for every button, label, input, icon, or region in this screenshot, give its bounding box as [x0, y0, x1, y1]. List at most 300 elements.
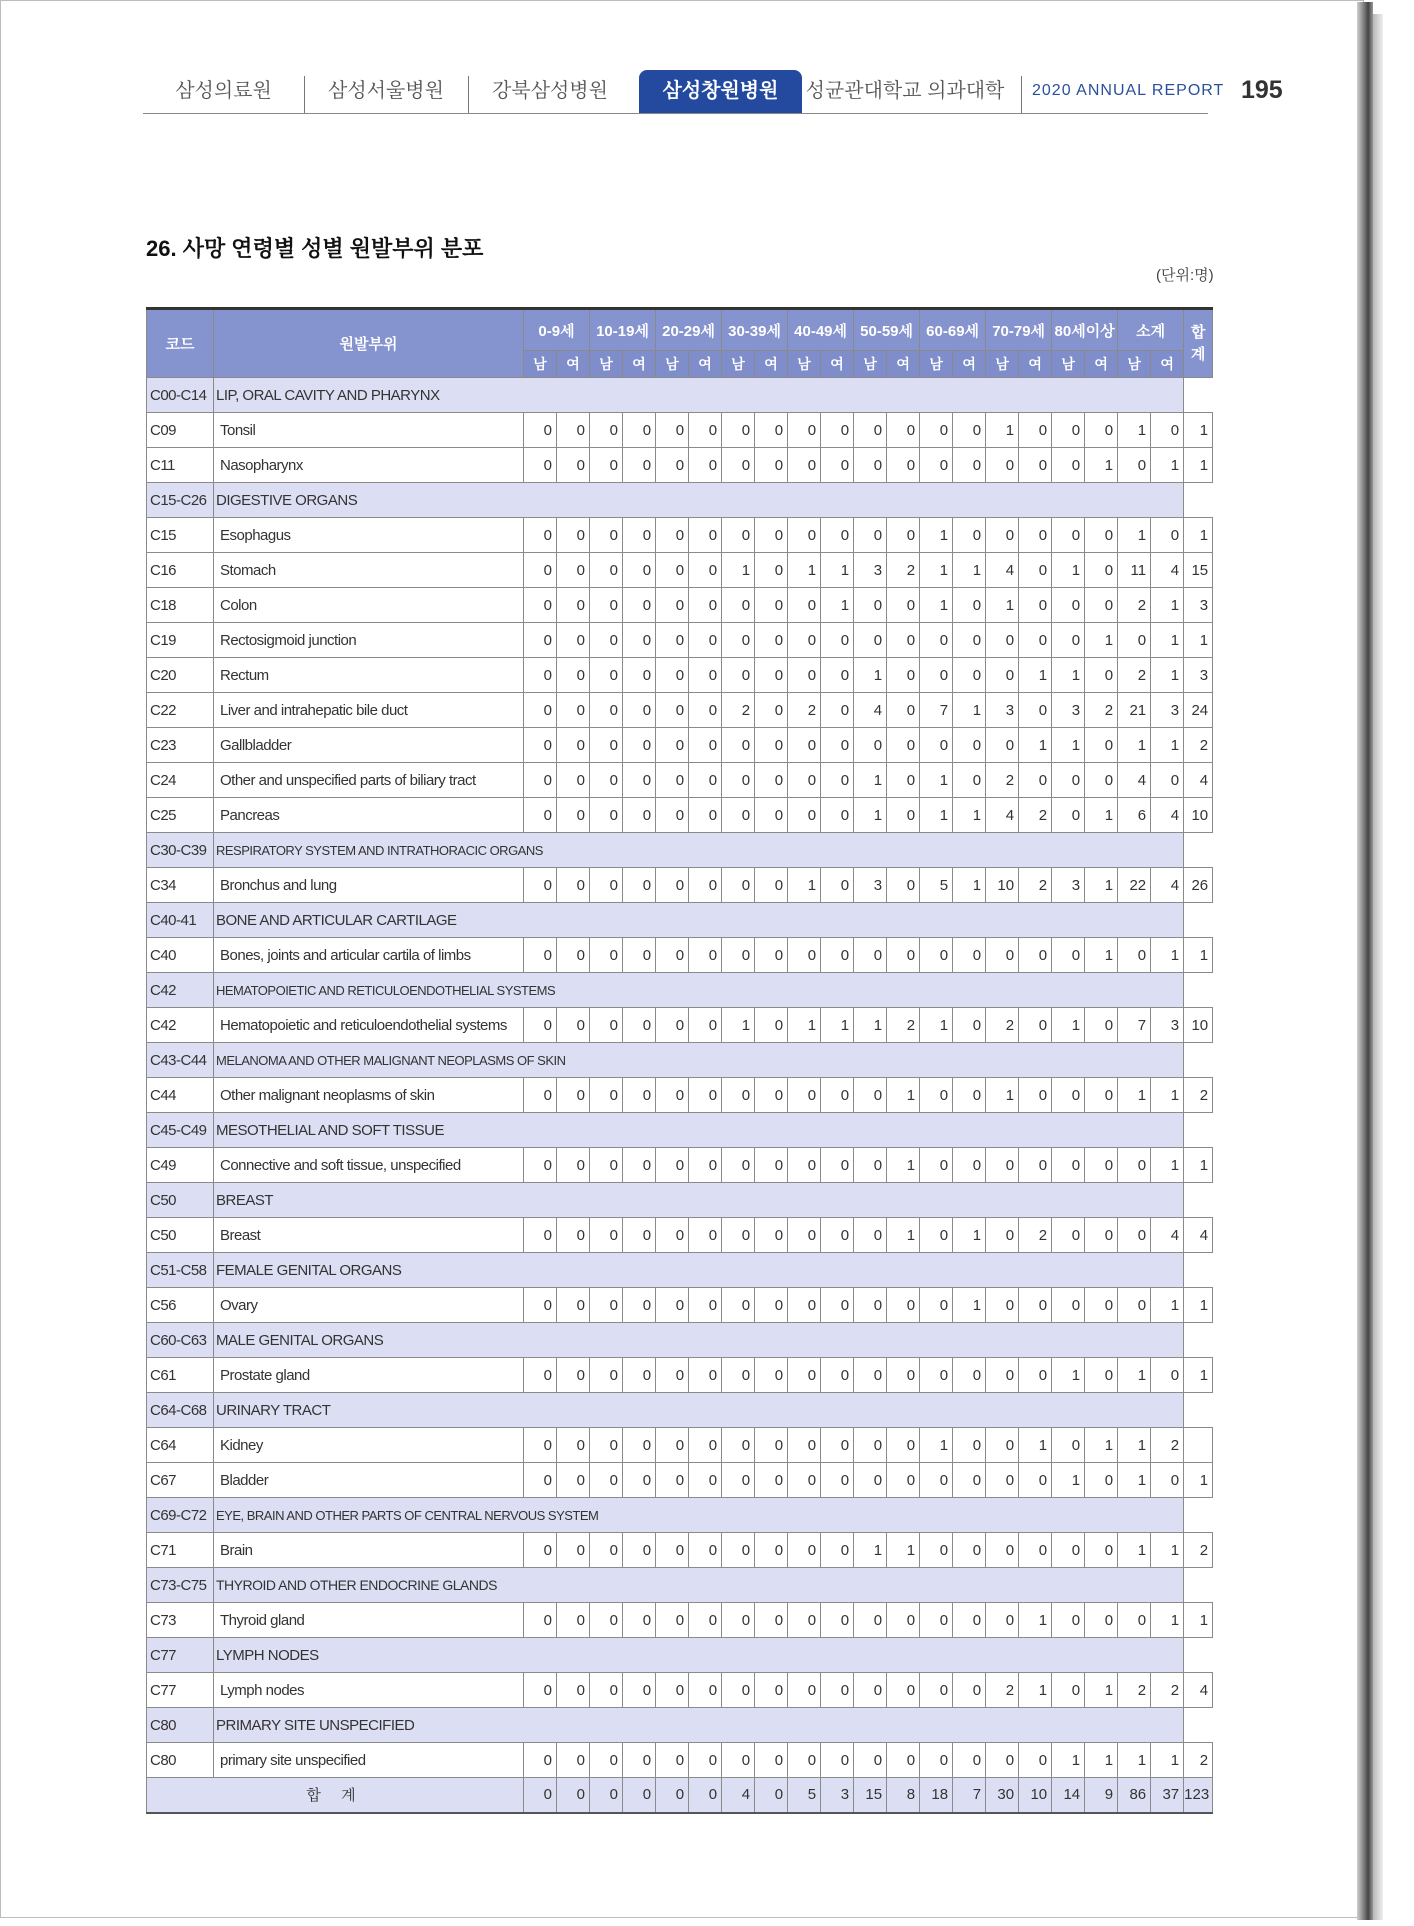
count-cell: 0 [656, 728, 689, 763]
header-male: 남 [656, 351, 689, 378]
count-cell: 1 [1151, 1533, 1184, 1568]
site-code: C18 [147, 588, 214, 623]
header-male: 남 [854, 351, 887, 378]
count-cell: 0 [755, 623, 788, 658]
count-cell: 0 [722, 763, 755, 798]
count-cell: 0 [788, 658, 821, 693]
site-name: Thyroid gland [214, 1603, 524, 1638]
count-cell: 1 [821, 553, 854, 588]
group-row [147, 1043, 1213, 1078]
count-cell: 2 [1118, 1673, 1151, 1708]
site-code: C56 [147, 1288, 214, 1323]
count-cell: 0 [722, 868, 755, 903]
count-cell: 0 [722, 623, 755, 658]
count-cell: 1 [920, 1428, 953, 1463]
count-cell: 0 [557, 518, 590, 553]
count-cell: 0 [986, 1218, 1019, 1253]
table-row [147, 938, 1213, 973]
site-code: C64-C68 [147, 1393, 214, 1428]
table-row [147, 1358, 1213, 1393]
count-cell: 0 [590, 728, 623, 763]
count-cell: 0 [854, 1743, 887, 1778]
count-cell: 0 [755, 1148, 788, 1183]
header-age-group: 60-69세 [920, 309, 986, 351]
count-cell: 2 [1118, 588, 1151, 623]
count-cell: 0 [1052, 1078, 1085, 1113]
count-cell: 0 [986, 728, 1019, 763]
site-code: C42 [147, 1008, 214, 1043]
count-cell: 0 [821, 938, 854, 973]
count-cell: 1 [1052, 658, 1085, 693]
count-cell: 1 [1085, 1428, 1118, 1463]
site-code: C09 [147, 413, 214, 448]
table-row [147, 1148, 1213, 1183]
count-cell: 0 [557, 1358, 590, 1393]
count-cell: 0 [920, 728, 953, 763]
count-cell: 1 [1118, 728, 1151, 763]
header-subtotal: 소계 [1118, 309, 1184, 351]
count-cell: 1 [1151, 1603, 1184, 1638]
count-cell: 1 [1118, 1428, 1151, 1463]
count-cell: 1 [920, 518, 953, 553]
count-cell: 0 [788, 1148, 821, 1183]
count-cell: 0 [1085, 1288, 1118, 1323]
group-name: RESPIRATORY SYSTEM AND INTRATHORACIC ORGANS [214, 833, 1184, 868]
count-cell: 1 [1118, 518, 1151, 553]
count-cell: 0 [590, 1078, 623, 1113]
count-cell: 0 [953, 1008, 986, 1043]
count-cell: 5 [920, 868, 953, 903]
count-cell: 0 [821, 693, 854, 728]
count-cell: 0 [1085, 1008, 1118, 1043]
nav-tab-samsung-medical-center[interactable]: 삼성의료원 [175, 80, 272, 102]
total-cell: 3 [1184, 658, 1213, 693]
site-name: Stomach [214, 553, 524, 588]
count-cell: 0 [722, 938, 755, 973]
count-cell: 0 [623, 728, 656, 763]
count-cell: 0 [524, 588, 557, 623]
nav-tab-skku-medicine[interactable]: 성균관대학교 의과대학 [805, 80, 1005, 102]
count-cell: 0 [1085, 553, 1118, 588]
count-cell: 0 [854, 1673, 887, 1708]
count-cell: 0 [1019, 518, 1052, 553]
count-cell: 1 [1151, 1078, 1184, 1113]
count-cell: 0 [887, 623, 920, 658]
count-cell: 0 [755, 588, 788, 623]
site-code: C49 [147, 1148, 214, 1183]
count-cell: 0 [557, 1078, 590, 1113]
total-row [147, 1778, 1213, 1813]
count-cell: 3 [1151, 1008, 1184, 1043]
count-cell: 1 [920, 763, 953, 798]
count-cell: 0 [623, 1533, 656, 1568]
count-cell: 0 [1052, 588, 1085, 623]
count-cell: 0 [788, 728, 821, 763]
count-cell: 0 [821, 518, 854, 553]
count-cell: 0 [689, 623, 722, 658]
count-cell: 1 [821, 1008, 854, 1043]
count-cell: 1 [920, 588, 953, 623]
count-cell: 0 [1019, 1533, 1052, 1568]
site-code: C80 [147, 1708, 214, 1743]
nav-tab-kangbuk-samsung-hospital[interactable]: 강북삼성병원 [492, 80, 608, 102]
count-cell: 0 [788, 448, 821, 483]
total-count-cell: 0 [623, 1778, 656, 1813]
group-row [147, 973, 1213, 1008]
total-cell: 15 [1184, 553, 1213, 588]
count-cell: 0 [821, 1288, 854, 1323]
count-cell: 0 [1085, 1533, 1118, 1568]
count-cell: 4 [1151, 868, 1184, 903]
group-row [147, 1638, 1213, 1673]
count-cell: 0 [854, 1148, 887, 1183]
nav-tab-samsung-changwon-hospital[interactable]: 삼성창원병원 [639, 70, 802, 114]
header-female: 여 [1019, 351, 1052, 378]
count-cell: 0 [524, 623, 557, 658]
count-cell: 0 [920, 1463, 953, 1498]
count-cell: 0 [722, 1148, 755, 1183]
count-cell: 1 [1052, 1008, 1085, 1043]
count-cell: 0 [788, 938, 821, 973]
count-cell: 0 [854, 448, 887, 483]
count-cell: 0 [887, 798, 920, 833]
table-row [147, 1008, 1213, 1043]
site-code: C00-C14 [147, 378, 214, 413]
count-cell: 4 [1118, 763, 1151, 798]
count-cell: 0 [788, 1533, 821, 1568]
count-cell: 0 [1085, 1218, 1118, 1253]
site-name: Other malignant neoplasms of skin [214, 1078, 524, 1113]
count-cell: 0 [689, 413, 722, 448]
site-code: C44 [147, 1078, 214, 1113]
count-cell: 0 [656, 658, 689, 693]
table-row [147, 1673, 1213, 1708]
count-cell: 0 [920, 1743, 953, 1778]
count-cell: 0 [953, 658, 986, 693]
table-row [147, 1743, 1213, 1778]
count-cell: 0 [755, 1673, 788, 1708]
count-cell: 0 [623, 1008, 656, 1043]
header-age-group: 20-29세 [656, 309, 722, 351]
count-cell: 0 [557, 1218, 590, 1253]
count-cell: 1 [1052, 553, 1085, 588]
count-cell: 0 [524, 1428, 557, 1463]
site-code: C16 [147, 553, 214, 588]
count-cell: 0 [557, 448, 590, 483]
count-cell: 0 [755, 798, 788, 833]
count-cell: 2 [722, 693, 755, 728]
count-cell: 0 [524, 553, 557, 588]
count-cell: 0 [557, 1603, 590, 1638]
count-cell: 1 [854, 1008, 887, 1043]
count-cell: 0 [887, 588, 920, 623]
count-cell: 0 [1019, 1148, 1052, 1183]
site-code: C34 [147, 868, 214, 903]
count-cell: 0 [1052, 1218, 1085, 1253]
count-cell: 1 [953, 1288, 986, 1323]
count-cell: 1 [1052, 1463, 1085, 1498]
count-cell: 4 [1151, 1218, 1184, 1253]
count-cell: 1 [788, 553, 821, 588]
count-cell: 1 [854, 1533, 887, 1568]
count-cell: 0 [656, 1288, 689, 1323]
count-cell: 0 [821, 1218, 854, 1253]
count-cell: 0 [1019, 448, 1052, 483]
count-cell: 0 [557, 1428, 590, 1463]
page-number: 195 [1241, 76, 1283, 104]
nav-tab-samsung-seoul-hospital[interactable]: 삼성서울병원 [328, 80, 444, 102]
count-cell: 0 [953, 1463, 986, 1498]
total-count-cell: 15 [854, 1778, 887, 1813]
count-cell: 0 [887, 763, 920, 798]
count-cell: 0 [986, 1428, 1019, 1463]
count-cell: 0 [722, 798, 755, 833]
group-row [147, 378, 1213, 413]
group-name: LYMPH NODES [214, 1638, 1184, 1673]
count-cell: 0 [1085, 518, 1118, 553]
count-cell: 0 [557, 588, 590, 623]
count-cell: 0 [854, 518, 887, 553]
count-cell: 0 [788, 1673, 821, 1708]
count-cell: 0 [1052, 798, 1085, 833]
count-cell: 0 [986, 1148, 1019, 1183]
count-cell: 0 [524, 658, 557, 693]
count-cell: 0 [656, 938, 689, 973]
count-cell: 0 [590, 1533, 623, 1568]
count-cell: 0 [1085, 1463, 1118, 1498]
header-age-group: 80세이상 [1052, 309, 1118, 351]
count-cell: 0 [524, 1358, 557, 1393]
count-cell: 0 [920, 1358, 953, 1393]
count-cell: 0 [1019, 938, 1052, 973]
table-row [147, 693, 1213, 728]
group-name: URINARY TRACT [214, 1393, 1184, 1428]
count-cell: 1 [953, 1218, 986, 1253]
total-cell: 1 [1184, 518, 1213, 553]
count-cell: 0 [689, 1533, 722, 1568]
total-count-cell: 86 [1118, 1778, 1151, 1813]
count-cell: 1 [1019, 1603, 1052, 1638]
table-row [147, 1428, 1213, 1463]
table-row [147, 1078, 1213, 1113]
count-cell: 0 [887, 658, 920, 693]
total-cell: 1 [1184, 1148, 1213, 1183]
count-cell: 0 [557, 728, 590, 763]
count-cell: 2 [887, 553, 920, 588]
count-cell: 1 [1052, 1743, 1085, 1778]
count-cell: 0 [590, 413, 623, 448]
count-cell: 0 [623, 868, 656, 903]
site-code: C50 [147, 1218, 214, 1253]
group-row [147, 1183, 1213, 1218]
count-cell: 1 [1019, 658, 1052, 693]
header-age-group: 70-79세 [986, 309, 1052, 351]
count-cell: 0 [590, 763, 623, 798]
count-cell: 11 [1118, 553, 1151, 588]
count-cell: 0 [689, 868, 722, 903]
count-cell: 0 [788, 1218, 821, 1253]
total-count-cell: 0 [689, 1778, 722, 1813]
count-cell: 1 [854, 658, 887, 693]
count-cell: 0 [821, 448, 854, 483]
count-cell: 1 [1151, 658, 1184, 693]
count-cell: 0 [821, 1428, 854, 1463]
count-cell: 0 [755, 1078, 788, 1113]
count-cell: 0 [986, 448, 1019, 483]
count-cell: 0 [1019, 588, 1052, 623]
count-cell: 1 [953, 868, 986, 903]
total-cell: 1 [1184, 1463, 1213, 1498]
total-cell: 1 [1184, 1358, 1213, 1393]
site-code: C42 [147, 973, 214, 1008]
count-cell: 0 [755, 1358, 788, 1393]
count-cell: 1 [887, 1218, 920, 1253]
count-cell: 0 [623, 1463, 656, 1498]
count-cell: 0 [920, 1218, 953, 1253]
header-female: 여 [821, 351, 854, 378]
count-cell: 0 [722, 1218, 755, 1253]
total-cell: 10 [1184, 798, 1213, 833]
site-name: Brain [214, 1533, 524, 1568]
count-cell: 0 [788, 1603, 821, 1638]
group-name: EYE, BRAIN AND OTHER PARTS OF CENTRAL NERVOUS SYSTEM [214, 1498, 1184, 1533]
count-cell: 0 [656, 553, 689, 588]
header-male: 남 [1052, 351, 1085, 378]
count-cell: 0 [755, 1428, 788, 1463]
site-name: Ovary [214, 1288, 524, 1323]
count-cell: 0 [590, 1218, 623, 1253]
count-cell: 1 [1052, 1358, 1085, 1393]
count-cell: 22 [1118, 868, 1151, 903]
count-cell: 0 [557, 1533, 590, 1568]
count-cell: 0 [590, 1288, 623, 1323]
group-name: THYROID AND OTHER ENDOCRINE GLANDS [214, 1568, 1184, 1603]
site-code: C51-C58 [147, 1253, 214, 1288]
count-cell: 0 [590, 1603, 623, 1638]
count-cell: 0 [1118, 1148, 1151, 1183]
count-cell: 0 [1085, 763, 1118, 798]
count-cell: 0 [623, 553, 656, 588]
count-cell: 1 [887, 1533, 920, 1568]
count-cell: 0 [953, 1358, 986, 1393]
header-female: 여 [557, 351, 590, 378]
count-cell: 0 [689, 1743, 722, 1778]
header-male: 남 [722, 351, 755, 378]
total-cell: 1 [1184, 1288, 1213, 1323]
count-cell: 0 [590, 868, 623, 903]
count-cell: 0 [1118, 1218, 1151, 1253]
count-cell: 0 [986, 1288, 1019, 1323]
count-cell: 0 [920, 1533, 953, 1568]
count-cell: 0 [689, 1603, 722, 1638]
count-cell: 0 [656, 1533, 689, 1568]
table-row [147, 658, 1213, 693]
site-code: C43-C44 [147, 1043, 214, 1078]
count-cell: 0 [623, 623, 656, 658]
count-cell: 0 [689, 693, 722, 728]
site-code: C80 [147, 1743, 214, 1778]
total-cell: 1 [1184, 448, 1213, 483]
count-cell: 3 [854, 868, 887, 903]
count-cell: 1 [788, 1008, 821, 1043]
count-cell: 0 [656, 1008, 689, 1043]
count-cell: 0 [755, 1533, 788, 1568]
count-cell: 0 [524, 728, 557, 763]
count-cell: 0 [722, 1533, 755, 1568]
count-cell: 0 [722, 1603, 755, 1638]
count-cell: 0 [755, 1288, 788, 1323]
count-cell: 0 [821, 763, 854, 798]
count-cell: 0 [623, 588, 656, 623]
site-code: C11 [147, 448, 214, 483]
count-cell: 0 [524, 938, 557, 973]
count-cell: 0 [755, 1603, 788, 1638]
count-cell: 0 [1019, 553, 1052, 588]
count-cell: 0 [689, 1358, 722, 1393]
count-cell: 0 [1085, 658, 1118, 693]
count-cell: 0 [1052, 518, 1085, 553]
count-cell: 0 [953, 413, 986, 448]
count-cell: 3 [986, 693, 1019, 728]
table-row [147, 728, 1213, 763]
count-cell: 0 [920, 623, 953, 658]
count-cell: 0 [689, 938, 722, 973]
header-male: 남 [986, 351, 1019, 378]
count-cell: 0 [1019, 1008, 1052, 1043]
count-cell: 0 [557, 938, 590, 973]
count-cell: 0 [920, 658, 953, 693]
count-cell: 0 [689, 728, 722, 763]
site-name: Tonsil [214, 413, 524, 448]
site-name: Connective and soft tissue, unspecified [214, 1148, 524, 1183]
header-female: 여 [623, 351, 656, 378]
site-code: C73-C75 [147, 1568, 214, 1603]
count-cell: 0 [755, 448, 788, 483]
count-cell: 0 [524, 1288, 557, 1323]
grand-total-cell: 123 [1184, 1778, 1213, 1813]
total-count-cell: 0 [590, 1778, 623, 1813]
site-code: C67 [147, 1463, 214, 1498]
count-cell: 0 [623, 658, 656, 693]
count-cell: 0 [590, 1428, 623, 1463]
count-cell: 0 [854, 1603, 887, 1638]
count-cell: 0 [821, 623, 854, 658]
unit-label: (단위:명) [1156, 267, 1214, 284]
count-cell: 2 [887, 1008, 920, 1043]
count-cell: 1 [722, 1008, 755, 1043]
count-cell: 1 [1151, 728, 1184, 763]
count-cell: 1 [1118, 1463, 1151, 1498]
count-cell: 0 [1019, 1743, 1052, 1778]
count-cell: 1 [1019, 1428, 1052, 1463]
count-cell: 0 [953, 763, 986, 798]
header-male: 남 [920, 351, 953, 378]
count-cell: 0 [656, 448, 689, 483]
site-name: Bronchus and lung [214, 868, 524, 903]
header-female: 여 [953, 351, 986, 378]
count-cell: 21 [1118, 693, 1151, 728]
count-cell: 0 [1052, 1288, 1085, 1323]
count-cell: 0 [722, 448, 755, 483]
count-cell: 0 [656, 1078, 689, 1113]
count-cell: 0 [1019, 1463, 1052, 1498]
count-cell: 0 [623, 938, 656, 973]
count-cell: 0 [1118, 623, 1151, 658]
count-cell: 0 [623, 1428, 656, 1463]
group-row [147, 1708, 1213, 1743]
count-cell: 0 [887, 1288, 920, 1323]
header-age-group: 30-39세 [722, 309, 788, 351]
